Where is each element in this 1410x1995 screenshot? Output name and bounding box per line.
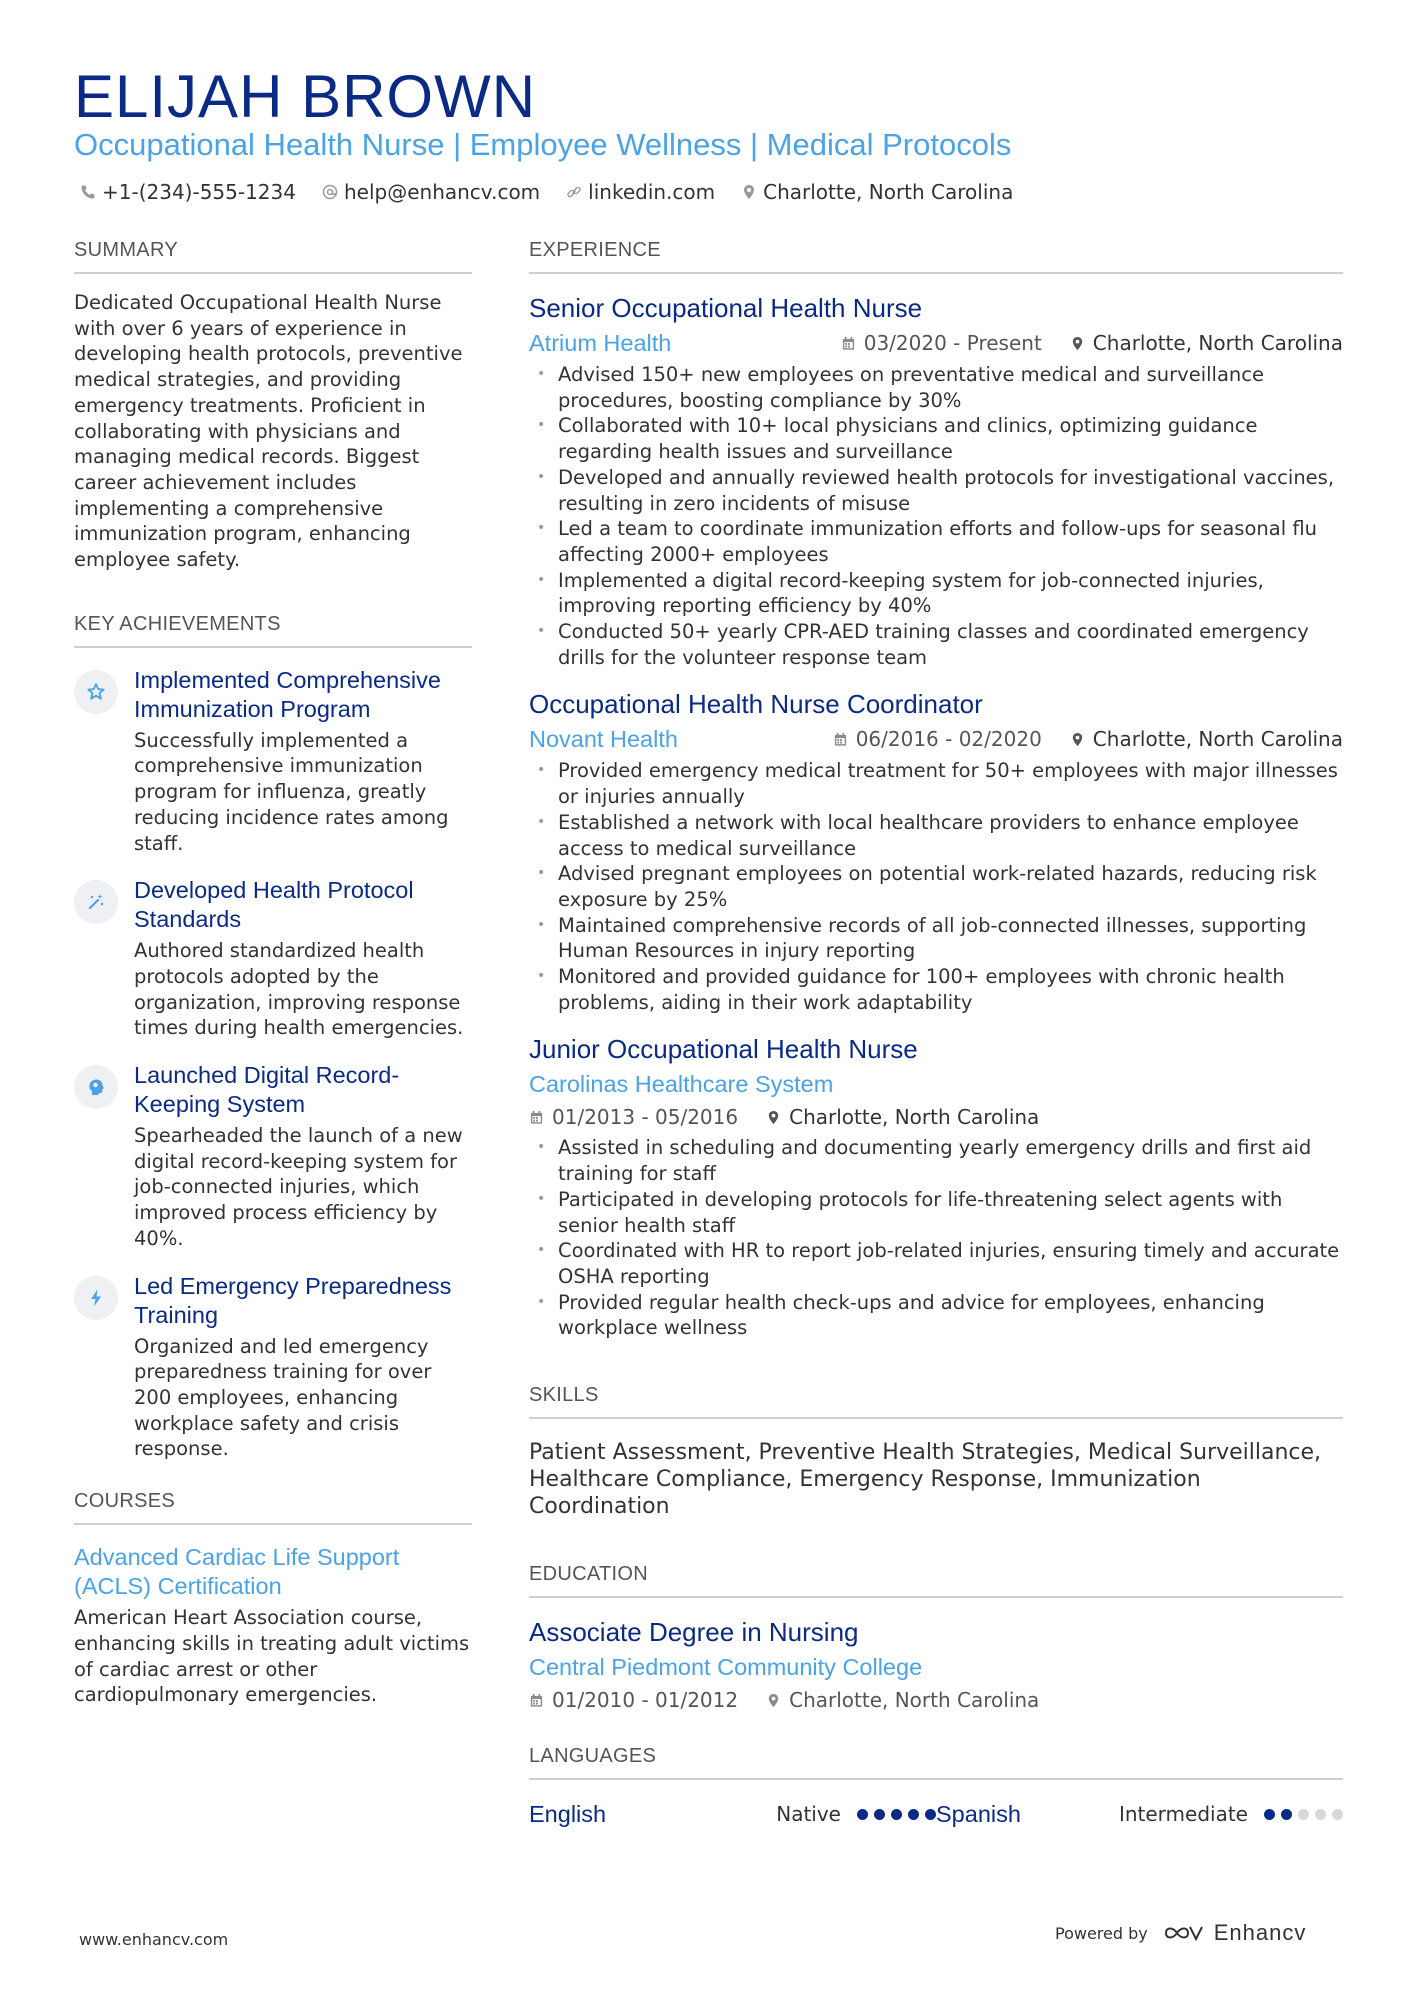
rating-dot-filled	[874, 1809, 885, 1820]
contact-email[interactable]	[322, 178, 540, 206]
head-brain-icon	[86, 1077, 106, 1097]
job-location: Charlotte, North Carolina	[1092, 727, 1343, 752]
footer-website[interactable]: www.enhancv.com	[79, 1930, 229, 1949]
summary-text: Dedicated Occupational Health Nurse with over 6 years of experience in developing health protocols, preventive medical strategies, and providing emergency treatments. Proficient in collaborating with physicians and managing medical records. Biggest career achievement includes implementing a comprehensive immunization program, enhancing employee safety.	[74, 291, 463, 572]
achievement-desc: Authored standardized health protocols adopted by the organization, improving response times during health emergencies.	[134, 939, 464, 1040]
education-location: Charlotte, North Carolina	[789, 1688, 1040, 1713]
achievement-title: Developed Health Protocol Standards	[134, 877, 414, 933]
job-dates: 06/2016 - 02/2020	[855, 727, 1042, 752]
rating-dot-empty	[1298, 1809, 1309, 1820]
phone-text: +1-(234)-555-1234	[102, 180, 296, 204]
bullet-item: • Assisted in scheduling and documenting yearly emergency drills and first aid training for staff	[529, 1135, 1343, 1186]
location-pin-icon	[766, 1693, 781, 1708]
left-column	[74, 236, 472, 1708]
footer-branding	[1055, 1920, 1306, 1946]
job-location: Charlotte, North Carolina	[1092, 331, 1343, 355]
bullet-item: • Led a team to coordinate immunization efforts and follow-ups for seasonal flu affecting 2000+ employees	[529, 516, 1343, 567]
linkedin-text: linkedin.com	[588, 180, 716, 204]
achievement-title: Implemented Comprehensive Immunization Program	[134, 666, 441, 722]
bullet-item: • Participated in developing protocols for life-threatening select agents with senior health staff	[529, 1187, 1343, 1238]
achievement-item	[74, 1061, 472, 1252]
candidate-name: ELIJAH BROWN	[74, 63, 537, 130]
rating-dot-filled	[891, 1809, 902, 1820]
job-dates: 01/2013 - 05/2016	[552, 1105, 739, 1130]
language-item	[529, 1801, 936, 1828]
company-name: Atrium Health	[529, 329, 672, 356]
rating-dot-empty	[1332, 1809, 1343, 1820]
achievement-title: Launched Digital Record-Keeping System	[134, 1062, 400, 1118]
enhancv-logo[interactable]	[1162, 1920, 1307, 1946]
headline: Occupational Health Nurse | Employee Wellness | Medical Protocols	[74, 127, 1012, 162]
experience-heading: EXPERIENCE	[529, 236, 1343, 274]
achievements-list	[74, 666, 472, 1462]
email-text: help@enhancv.com	[343, 180, 541, 204]
contact-bar	[80, 178, 1013, 206]
achievement-icon-wrap	[74, 880, 118, 924]
location-pin-icon	[1070, 336, 1085, 351]
degree-title: Associate Degree in Nursing	[529, 1617, 859, 1648]
job-bullets	[529, 1135, 1343, 1341]
calendar-icon	[841, 336, 856, 351]
job-title: Senior Occupational Health Nurse	[529, 293, 923, 323]
language-item	[936, 1801, 1343, 1828]
language-name: Spanish	[936, 1800, 1021, 1827]
job-bullets	[529, 758, 1343, 1015]
rating-dot-filled	[925, 1809, 936, 1820]
achievement-icon-wrap	[74, 670, 118, 714]
education-heading: EDUCATION	[529, 1560, 1343, 1598]
job-entry	[529, 292, 1343, 670]
summary-heading: SUMMARY	[74, 236, 472, 274]
language-rating	[857, 1809, 936, 1820]
phone-icon	[80, 184, 96, 200]
rating-dot-filled	[908, 1809, 919, 1820]
powered-by-text: Powered by	[1055, 1923, 1148, 1943]
bullet-item: • Developed and annually reviewed health protocols for investigational vaccines, resulting in zero incidents of misuse	[529, 465, 1343, 516]
courses-heading: COURSES	[74, 1487, 472, 1525]
magic-wand-icon	[86, 892, 106, 912]
calendar-icon	[529, 1110, 544, 1125]
school-name: Central Piedmont Community College	[529, 1654, 923, 1681]
rating-dot-filled	[857, 1809, 868, 1820]
achievement-desc: Spearheaded the launch of a new digital record-keeping system for job-connected injuries, which improved process efficiency by 40%.	[134, 1124, 463, 1250]
bullet-item: • Conducted 50+ yearly CPR-AED training classes and coordinated emergency drills for the volunteer response team	[529, 619, 1343, 670]
languages-row	[529, 1798, 1343, 1830]
location-pin-icon	[741, 184, 757, 200]
achievements-heading: KEY ACHIEVEMENTS	[74, 610, 472, 648]
language-level: Intermediate	[1118, 1802, 1248, 1827]
rating-dot-filled	[1281, 1809, 1292, 1820]
right-column	[529, 236, 1343, 1830]
job-title: Junior Occupational Health Nurse	[529, 1034, 918, 1065]
enhancv-logo-icon	[1162, 1922, 1206, 1944]
job-location: Charlotte, North Carolina	[789, 1105, 1040, 1130]
calendar-icon	[833, 732, 848, 747]
location-pin-icon	[1070, 732, 1085, 747]
bullet-item: • Established a network with local healthcare providers to enhance employee access to medical surveillance	[529, 810, 1343, 861]
achievement-title: Led Emergency Preparedness Training	[134, 1272, 452, 1328]
achievement-icon-wrap	[74, 1276, 118, 1320]
course-title: Advanced Cardiac Life Support (ACLS) Certification	[74, 1544, 400, 1600]
bullet-item: • Coordinated with HR to report job-related injuries, ensuring timely and accurate OSHA reporting	[529, 1238, 1343, 1289]
company-name: Novant Health	[529, 725, 678, 752]
languages-heading: LANGUAGES	[529, 1742, 1343, 1780]
job-bullets	[529, 362, 1343, 670]
lightning-icon	[86, 1288, 106, 1308]
calendar-icon	[529, 1693, 544, 1708]
bullet-item: • Monitored and provided guidance for 100+ employees with chronic health problems, aiding in their work adaptability	[529, 964, 1343, 1015]
bullet-item: • Collaborated with 10+ local physicians and clinics, optimizing guidance regarding health issues and surveillance	[529, 413, 1343, 464]
skills-text: Patient Assessment, Preventive Health Strategies, Medical Surveillance, Healthcare Compliance, Emergency Response, Immunization Coordination	[529, 1440, 1322, 1520]
bullet-item: • Advised pregnant employees on potential work-related hazards, reducing risk exposure by 25%	[529, 861, 1343, 912]
contact-phone[interactable]	[80, 178, 296, 206]
language-level: Native	[776, 1802, 841, 1827]
job-title: Occupational Health Nurse Coordinator	[529, 689, 983, 720]
bullet-item: • Provided emergency medical treatment for 50+ employees with major illnesses or injuries annually	[529, 758, 1343, 809]
achievement-desc: Successfully implemented a comprehensive immunization program for influenza, greatly reducing incidence rates among staff.	[134, 728, 449, 855]
job-entry	[529, 1033, 1343, 1341]
job-entry	[529, 688, 1343, 1015]
achievement-item	[74, 1272, 472, 1463]
bullet-item: • Provided regular health check-ups and advice for employees, enhancing workplace wellness	[529, 1290, 1343, 1341]
star-icon	[86, 682, 106, 702]
contact-linkedin[interactable]	[566, 178, 715, 206]
skills-heading: SKILLS	[529, 1381, 1343, 1419]
contact-location	[741, 178, 1013, 206]
education-dates: 01/2010 - 01/2012	[552, 1688, 739, 1713]
at-icon	[322, 184, 338, 200]
rating-dot-filled	[1264, 1809, 1275, 1820]
location-pin-icon	[766, 1110, 781, 1125]
achievement-icon-wrap	[74, 1065, 118, 1109]
company-name: Carolinas Healthcare System	[529, 1071, 834, 1098]
language-name: English	[529, 1800, 607, 1827]
brand-name: Enhancv	[1213, 1920, 1307, 1945]
language-rating	[1264, 1809, 1343, 1820]
bullet-item: • Maintained comprehensive records of all job-connected illnesses, supporting Human Resources in injury reporting	[529, 913, 1343, 964]
achievement-desc: Organized and led emergency preparedness training for over 200 employees, enhancing workplace safety and crisis response.	[134, 1334, 432, 1461]
job-dates: 03/2020 - Present	[863, 331, 1042, 355]
bullet-item: • Advised 150+ new employees on preventative medical and surveillance procedures, boosting compliance by 30%	[529, 362, 1343, 413]
achievement-item	[74, 666, 472, 857]
course-desc: American Heart Association course, enhancing skills in treating adult victims of cardiac arrest or other cardiopulmonary emergencies.	[74, 1606, 470, 1707]
link-icon	[566, 184, 582, 200]
rating-dot-empty	[1315, 1809, 1326, 1820]
achievement-item	[74, 876, 472, 1041]
location-text: Charlotte, North Carolina	[763, 180, 1014, 204]
bullet-item: • Implemented a digital record-keeping system for job-connected injuries, improving reporting efficiency by 40%	[529, 568, 1343, 619]
